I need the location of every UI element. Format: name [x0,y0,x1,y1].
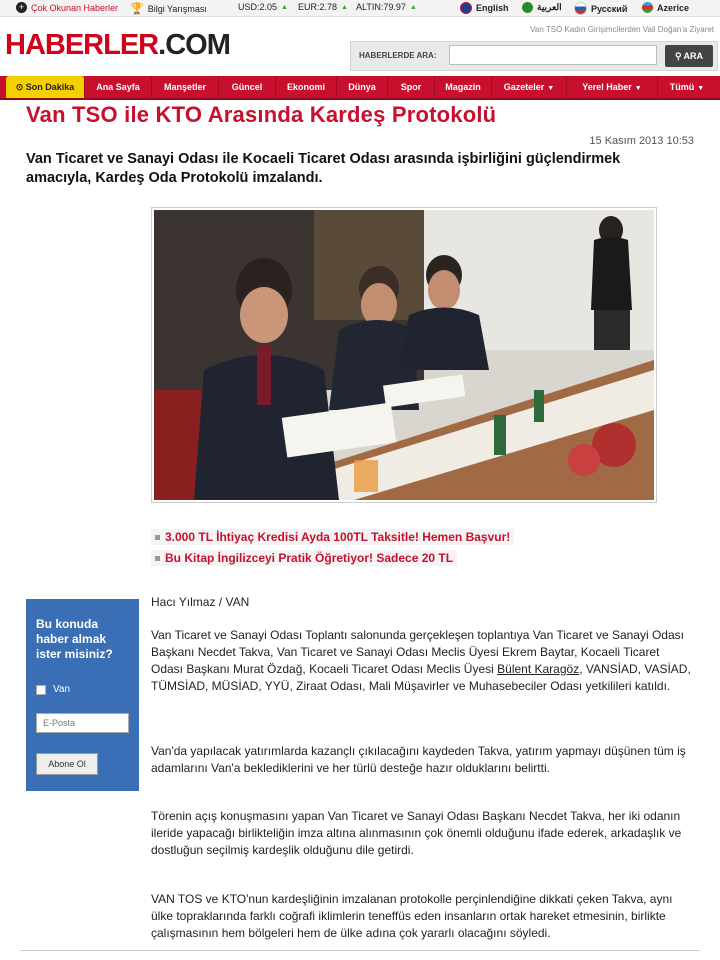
article-paragraph: Van'da yapılacak yatırımlarda kazançlı çıkılacağını kaydeden Takva, yatırım yapmayı düşünen tüm iş adamlarını Van'a beklediklerini ve her türlü desteğe hazır olduklarını belirtti. [151,744,686,775]
nav-economy[interactable]: Ekonomi [276,76,337,98]
arrow-up-icon: ▲ [281,3,288,11]
article-lead: Van Ticaret ve Sanayi Odası ile Kocaeli Ticaret Odası arasında işbirliğini güçlendirmek amacıyla, Kardeş Oda Protokolü imzalandı. [26,151,621,186]
van-checkbox[interactable]: Van [36,684,70,695]
site-logo[interactable]: HABERLER.COM [5,29,230,61]
nav-world[interactable]: Dünya [337,76,388,98]
meeting-photo-illustration [154,210,654,500]
azerbaijan-flag-icon [642,2,653,13]
arabic-flag-icon [522,2,533,13]
arrow-up-icon: ▲ [341,3,348,11]
clock-icon: ⊙ [15,82,24,92]
checkbox-icon[interactable] [36,685,46,695]
article-byline: Hacı Yılmaz / VAN [151,595,250,609]
search-label: HABERLERDE ARA: [359,51,437,60]
caret-down-icon: ▼ [634,85,642,92]
trophy-icon: 🏆 [130,3,144,15]
gold-rate: ALTIN:79.97 ▲ [356,2,417,12]
search-icon: ⚲ [674,50,682,61]
caret-down-icon: ▼ [697,85,705,92]
lang-arabic[interactable]: العربية [522,2,562,13]
nav-magazine[interactable]: Magazin [435,76,492,98]
top-bar [0,0,720,17]
promo-link-loan[interactable]: 3.000 TL İhtiyaç Kredisi Ayda 100TL Taksitle! Hemen Başvur! [151,529,514,545]
divider [20,950,700,951]
nav-all[interactable]: Tümü ▼ [669,82,705,92]
article-photo [151,207,657,503]
uk-flag-icon [460,2,472,14]
bullet-icon [155,556,160,561]
russia-flag-icon [574,2,587,15]
search-input[interactable] [449,45,657,65]
article-paragraph: VAN TOS ve KTO'nun kardeşliğinin imzalanan protokolle perçinlendiğine dikkati çeken Takva, aynı ülke topraklarında farklı coğrafi iklimlerin teneffüs eden insanların ortak hareket etmesinin, birlikte çalışmasının hem bölgeleri hem de ülke adına çok yararlı olacağını söyledi. [151,892,673,940]
search-button[interactable]: ⚲ ARA [665,45,713,67]
promo-link-book[interactable]: Bu Kitap İngilizceyi Pratik Öğretiyor! Sadece 20 TL [151,550,457,566]
article-paragraph: Törenin açış konuşmasını yapan Van Ticaret ve Sanayi Odası Başkanı Necdet Takva, her iki odanın ileride yapacağı birlikteliğin imza altına alınmasının çok önemli olduğunu ifade ederek, arkadaşlık ve dostluğun seçilmiş kardeşlik olduğunu dile getirdi. [151,809,682,857]
subscribe-button[interactable]: Abone Ol [36,753,98,775]
search-box [350,41,718,71]
plus-circle-icon: + [16,2,27,13]
nav-current[interactable]: Güncel [219,76,276,98]
header-tagline-link[interactable]: Van TSO Kadın Girişimcilerden Vali Doğan'a Ziyaret [530,25,714,34]
lang-azeri[interactable]: Azerice [642,2,689,13]
nav-newspapers[interactable]: Gazeteler ▼ [492,76,567,98]
arrow-up-icon: ▲ [409,3,417,11]
most-read-link[interactable]: + Çok Okunan Haberler [16,2,118,13]
caret-down-icon: ▼ [547,85,555,92]
usd-rate: USD:2.05 ▲ [238,2,288,12]
eur-rate: EUR:2.78 ▲ [298,2,348,12]
article-title: Van TSO ile KTO Arasında Kardeş Protokolü [26,102,497,127]
header [0,17,720,75]
nav-home[interactable]: Ana Sayfa [85,76,152,98]
nav-local-news[interactable]: Yerel Haber ▼ [567,76,658,98]
bullet-icon [155,535,160,540]
article-date: 15 Kasım 2013 10:53 [589,135,694,147]
lang-russian[interactable]: Русский [574,2,627,15]
email-field[interactable] [36,713,129,733]
subscribe-widget [26,599,139,791]
main-nav [0,76,720,100]
article-paragraph: Van Ticaret ve Sanayi Odası Toplantı salonunda gerçekleşen toplantıya Van Ticaret ve Sanayi Odası Başkanı Necdet Takva, Van Ticaret ve Sanayi Odası Meclis Üyesi Ekrem Baytar, Kocaeli Ticaret Odası Başkanı Murat Özdağ, Kocaeli Ticaret Odası Meclis Üyesi Bülent Karagöz, VANSİAD, VASİAD, TÜMSİAD, MÜSİAD, YYÜ, Ziraat Odası, Mali Müşavirler ve Muhasebeciler Odası yetkilileri katıldı. [151,628,691,693]
person-link[interactable]: Bülent Karagöz [497,662,580,676]
nav-headlines[interactable]: Manşetler [152,76,219,98]
quiz-link[interactable]: 🏆 Bilgi Yarışması [130,3,207,15]
nav-sports[interactable]: Spor [388,76,435,98]
subscribe-question: Bu konuda haber almak ister misiniz? [36,617,113,661]
lang-english[interactable]: English [460,2,509,14]
nav-breaking-news[interactable]: ⊙ Son Dakika [6,76,85,98]
